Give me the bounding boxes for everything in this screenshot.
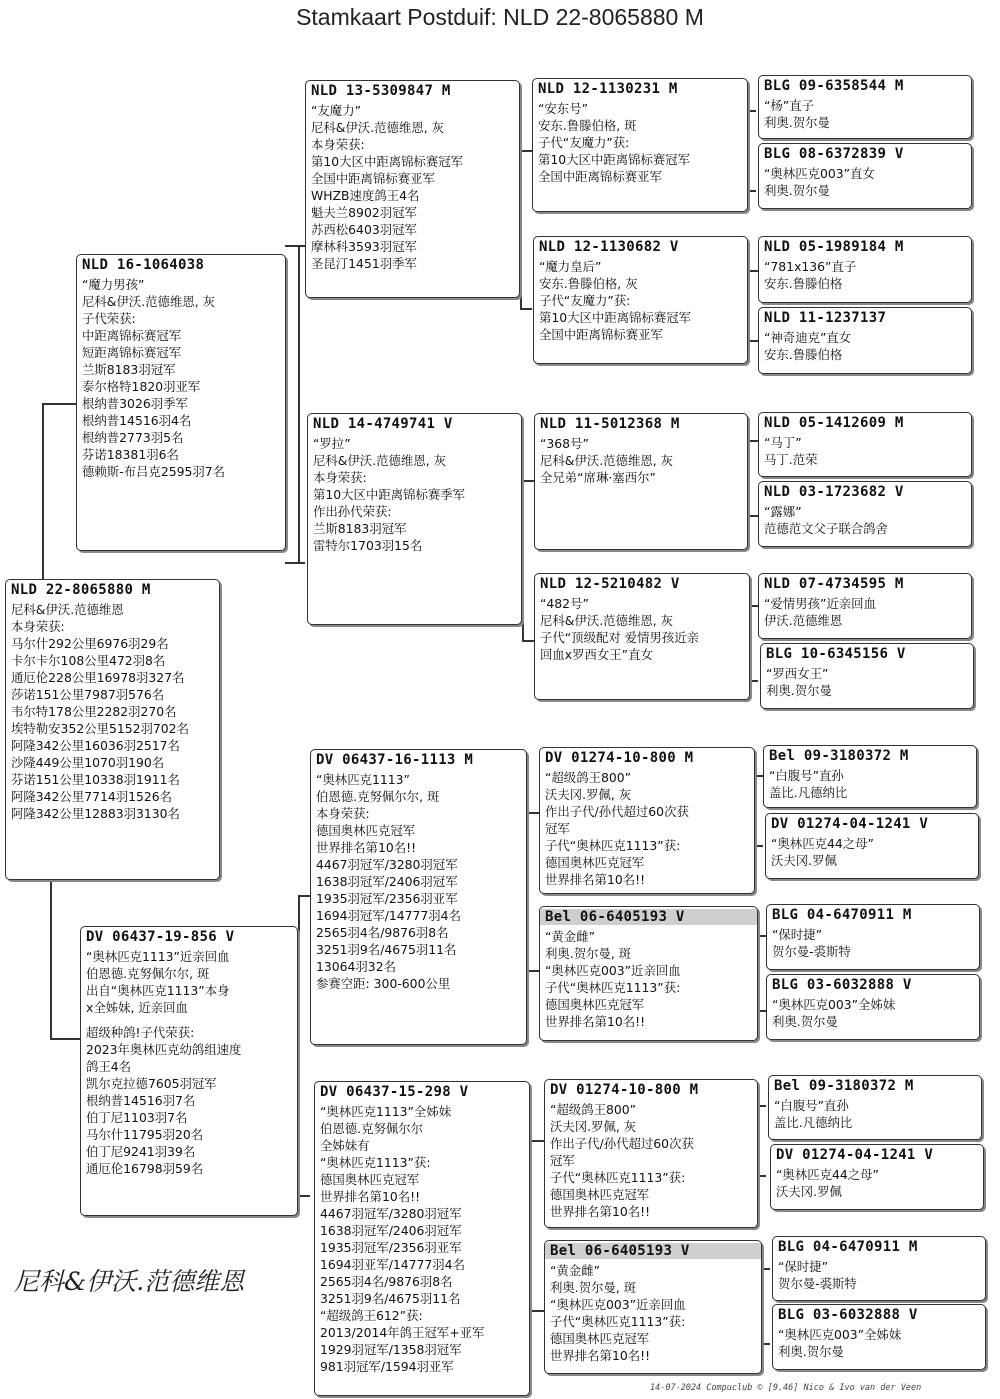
pedigree-card-gg-3 <box>758 236 972 303</box>
pedigree-line: “魔力男孩” <box>82 277 145 292</box>
pedigree-line: 全姊妹有 <box>320 1138 370 1153</box>
pedigree-line: “马丁” <box>764 435 802 450</box>
ring-number: NLD 03-1723682 V <box>764 484 904 500</box>
connector-line <box>748 190 756 192</box>
pedigree-line: 世界排名第10名!! <box>545 872 646 887</box>
pedigree-line: 作出子代/孙代超过60次获 <box>550 1136 694 1151</box>
ring-number: BLG 08-6372839 V <box>764 146 904 162</box>
pedigree-line: 德国奥林匹克冠军 <box>320 1172 420 1187</box>
connector-line <box>42 403 44 579</box>
pedigree-line: 利奥.贺尔曼 <box>778 1344 844 1359</box>
pedigree-line: 2565羽4名/9876羽8名 <box>316 925 449 940</box>
pedigree-line: 沃夫冈.罗佩, 灰 <box>545 787 632 802</box>
pedigree-line: 子代“顶级配对 爱情男孩近亲 <box>540 630 700 645</box>
pedigree-line: “超级鸽王800” <box>545 770 632 785</box>
pedigree-line: 雷特尔1703羽15名 <box>313 538 423 553</box>
pedigree-line: 盖比.凡德纳比 <box>774 1115 853 1130</box>
pedigree-line: 第10大区中距离锦标赛季军 <box>313 487 466 502</box>
pedigree-line: “白腹号”直孙 <box>769 768 844 783</box>
pedigree-line: 兰斯8183羽冠军 <box>82 362 176 377</box>
connector-line <box>750 680 758 682</box>
connector-line <box>758 1105 760 1175</box>
pedigree-line: 德国奥林匹克冠军 <box>545 855 645 870</box>
pedigree-line: 尼科&伊沃.范德维恩, 灰 <box>540 453 673 468</box>
pedigree-line: 根纳普2773羽5名 <box>82 430 184 445</box>
pedigree-line: x全姊妹, 近亲回血 <box>86 1000 188 1015</box>
pedigree-line: 兰斯8183羽冠军 <box>313 521 407 536</box>
ring-number: NLD 12-1130682 V <box>539 239 679 255</box>
ring-number: NLD 11-1237137 <box>764 310 887 326</box>
ring-number: BLG 10-6345156 V <box>766 646 906 662</box>
connector-line <box>520 308 532 310</box>
pedigree-line: 马丁.范荣 <box>764 452 818 467</box>
ring-number: BLG 09-6358544 M <box>764 78 904 94</box>
pedigree-card-gg-15 <box>772 1236 986 1301</box>
pedigree-line: 利奥.贺尔曼, 斑 <box>545 946 632 961</box>
pedigree-line: 尼科&伊沃.范德维恩, 灰 <box>311 120 444 135</box>
ring-number: NLD 14-4749741 V <box>313 416 453 432</box>
pedigree-line: 子代“奥林匹克1113”获: <box>545 838 681 853</box>
pedigree-card-gg-8 <box>760 643 974 709</box>
pedigree-line: 本身荣获: <box>11 619 65 634</box>
pedigree-line: 通厄伦228公里16978羽327名 <box>11 670 185 685</box>
pedigree-line: 利奥.贺尔曼, 斑 <box>550 1280 637 1295</box>
ring-number: Bel 06-6405193 V <box>545 1243 761 1259</box>
pedigree-line: “781x136”直子 <box>764 259 857 274</box>
pedigree-line: 安东.鲁滕伯格, 灰 <box>539 276 638 291</box>
pedigree-line: “奥林匹克44之母” <box>771 836 874 851</box>
pedigree-line: “罗拉” <box>313 436 351 451</box>
ring-number: DV 06437-15-298 V <box>320 1084 469 1100</box>
pedigree-line: 1638羽冠军/2406羽冠军 <box>320 1223 462 1238</box>
pedigree-line: 利奥.贺尔曼 <box>764 115 830 130</box>
page-title: Stamkaart Postduif: NLD 22-8065880 M <box>296 4 704 30</box>
pedigree-line: 尼科&伊沃.范德维恩, 灰 <box>313 453 446 468</box>
pedigree-line: 3251羽9名/4675羽11名 <box>320 1291 461 1306</box>
pedigree-line: 1929羽冠军/1358羽冠军 <box>320 1342 462 1357</box>
ring-number: DV 01274-10-800 M <box>545 750 694 766</box>
pedigree-card-gg-11 <box>766 904 980 970</box>
pedigree-line: 圣昆汀1451羽季军 <box>311 256 417 271</box>
ring-number: NLD 22-8065880 M <box>11 582 151 598</box>
pedigree-line: “黄金雌” <box>550 1263 601 1278</box>
ring-number: BLG 03-6032888 V <box>772 977 912 993</box>
connector-line <box>748 440 750 515</box>
pedigree-line: 尼科&伊沃.范德维恩, 灰 <box>82 294 215 309</box>
pedigree-line: 安东.鲁滕伯格, 斑 <box>538 118 637 133</box>
pedigree-line: 卡尔卡尔108公里472羽8名 <box>11 653 166 668</box>
connector-line <box>748 110 756 112</box>
pedigree-line: “魔力皇后” <box>539 259 602 274</box>
connector-line <box>527 970 539 972</box>
pedigree-line: 利奥.贺尔曼 <box>766 683 832 698</box>
pedigree-line: 1935羽冠军/2356羽亚军 <box>320 1240 462 1255</box>
pedigree-line: 沃夫冈.罗佩 <box>771 853 837 868</box>
pedigree-card-dd-dam <box>544 1240 762 1374</box>
pedigree-line: 通厄伦16798羽59名 <box>86 1161 204 1176</box>
pedigree-line: 世界排名第10名!! <box>545 1014 646 1029</box>
pedigree-line: “白腹号”直孙 <box>774 1098 849 1113</box>
pedigree-line: 安东.鲁滕伯格 <box>764 347 843 362</box>
connector-line <box>758 935 760 1010</box>
pedigree-line: 根纳普14516羽4名 <box>82 413 192 428</box>
pedigree-card-gg-9 <box>763 745 977 808</box>
pedigree-line: “黄金雌” <box>545 929 596 944</box>
pedigree-line: 马尔什292公里6976羽29名 <box>11 636 169 651</box>
ring-number: NLD 13-5309847 M <box>311 83 451 99</box>
pedigree-card-ss-sire <box>532 78 748 212</box>
pedigree-line: 马尔什11795羽20名 <box>86 1127 204 1142</box>
connector-line <box>755 845 763 847</box>
connector-line <box>522 480 524 640</box>
pedigree-line: 参赛空距: 300-600公里 <box>316 976 451 991</box>
connector-line <box>285 245 305 247</box>
connector-line <box>522 640 534 642</box>
pedigree-line: 安东.鲁滕伯格 <box>764 276 843 291</box>
pedigree-line: 德国奥林匹克冠军 <box>545 997 645 1012</box>
pedigree-line: 德赖斯-布吕克2595羽7名 <box>82 464 226 479</box>
pedigree-line: 中距离锦标赛冠军 <box>82 328 182 343</box>
pedigree-line: 子代“奥林匹克1113”获: <box>545 980 681 995</box>
pedigree-line: 德国奥林匹克冠军 <box>550 1331 650 1346</box>
pedigree-line: 阿隆342公里7714羽1526名 <box>11 789 173 804</box>
pedigree-line: 根纳普14516羽7名 <box>86 1093 196 1108</box>
ring-number: DV 01274-04-1241 V <box>776 1147 934 1163</box>
pedigree-line: 贺尔曼-裘斯特 <box>778 1276 857 1291</box>
connector-line <box>748 515 758 517</box>
pedigree-line: 阿隆342公里16036羽2517名 <box>11 738 180 753</box>
connector-line <box>748 110 750 190</box>
connector-line <box>762 1268 764 1343</box>
pedigree-line: 世界排名第10名!! <box>320 1189 421 1204</box>
pedigree-line: 苏西松6403羽冠军 <box>311 222 417 237</box>
connector-line <box>758 935 766 937</box>
pedigree-line: 2565羽4名/9876羽8名 <box>320 1274 453 1289</box>
pedigree-line: 2023年奥林匹克幼鸽组速度 <box>86 1042 242 1057</box>
pedigree-line: 3251羽9名/4675羽11名 <box>316 942 457 957</box>
pedigree-line: 回血x罗西女王”直女 <box>540 647 653 662</box>
pedigree-line: “罗西女王” <box>766 666 829 681</box>
pedigree-line: 韦尔特178公里2282羽270名 <box>11 704 177 719</box>
pedigree-line: 鸽王4名 <box>86 1059 132 1074</box>
ring-number: Bel 09-3180372 M <box>774 1078 914 1094</box>
pedigree-card-gg-14 <box>770 1144 984 1210</box>
connector-line <box>520 150 522 308</box>
pedigree-line: 子代荣获: <box>82 311 136 326</box>
pedigree-line: 作出孙代荣获: <box>313 504 392 519</box>
connector-line <box>50 880 52 1038</box>
pedigree-line: 芬诺151公里10338羽1911名 <box>11 772 180 787</box>
ring-number: NLD 05-1989184 M <box>764 239 904 255</box>
connector-line <box>748 270 750 340</box>
connector-line <box>758 1010 766 1012</box>
pedigree-line: “友魔力” <box>311 103 362 118</box>
pedigree-line: 凯尔克拉德7605羽冠军 <box>86 1076 217 1091</box>
connector-line <box>755 775 763 777</box>
pedigree-line: 子代“友魔力”获: <box>538 135 630 150</box>
pedigree-card-dd-sire <box>544 1079 758 1228</box>
ring-number: NLD 12-1130231 M <box>538 81 678 97</box>
pedigree-card-gg-4 <box>758 307 972 374</box>
connector-line <box>527 812 529 970</box>
pedigree-line: “奥林匹克003”近亲回血 <box>545 963 681 978</box>
pedigree-line: 1935羽冠军/2356羽亚军 <box>316 891 458 906</box>
pedigree-line: 盖比.凡德纳比 <box>769 785 848 800</box>
pedigree-line: “神奇迪克”直女 <box>764 330 852 345</box>
connector-line <box>530 1140 544 1142</box>
connector-line <box>530 1140 532 1310</box>
pedigree-line: 伊沃.范德维恩 <box>764 613 843 628</box>
pedigree-line: 全国中距离锦标赛亚军 <box>539 327 663 342</box>
pedigree-line: 伯丁尼9241羽39名 <box>86 1144 196 1159</box>
pedigree-card-gg-13 <box>768 1075 982 1140</box>
pedigree-line: “保时捷” <box>772 927 823 942</box>
connector-line <box>762 1268 770 1270</box>
connector-line <box>748 440 758 442</box>
pedigree-line: 本身荣获: <box>311 137 365 152</box>
pedigree-line: 出自“奥林匹克1113”本身 <box>86 983 230 998</box>
ring-number: NLD 12-5210482 V <box>540 576 680 592</box>
pedigree-line: 伯恩德.克努佩尔尔, 斑 <box>86 966 210 981</box>
ring-number: BLG 04-6470911 M <box>772 907 912 923</box>
pedigree-line: 2013/2014年鸽王冠军+亚军 <box>320 1325 485 1340</box>
pedigree-line: 世界排名第10名!! <box>550 1348 651 1363</box>
spacer <box>86 1016 293 1024</box>
pedigree-card-sd-sire <box>534 413 748 550</box>
pedigree-card-sire-dam <box>307 413 522 625</box>
pedigree-card-dam-sire <box>310 749 527 1045</box>
pedigree-line: 短距离锦标赛冠军 <box>82 345 182 360</box>
pedigree-line: 伯恩德.克努佩尔尔, 斑 <box>316 789 440 804</box>
pedigree-line: 全国中距离锦标赛亚军 <box>538 169 662 184</box>
pedigree-line: “奥林匹克003”直女 <box>764 166 875 181</box>
pedigree-line: 埃特勒安352公里5152羽702名 <box>11 721 189 736</box>
pedigree-card-gg-7 <box>758 573 972 639</box>
pedigree-line: 冠军 <box>550 1153 575 1168</box>
pedigree-card-sd-dam <box>534 573 750 700</box>
ring-number: DV 06437-19-856 V <box>86 929 235 945</box>
pedigree-line: “保时捷” <box>778 1259 829 1274</box>
pedigree-card-dam-dam <box>314 1081 530 1396</box>
ring-number: NLD 16-1064038 <box>82 257 205 273</box>
pedigree-line: 沃夫冈.罗佩, 灰 <box>550 1119 637 1134</box>
ring-number: NLD 11-5012368 M <box>540 416 680 432</box>
footer-text: 14-07-2024 Compuclub © [9.46] Nico & Ivo van der Veen <box>650 1383 922 1393</box>
ring-number: BLG 04-6470911 M <box>778 1239 918 1255</box>
pedigree-line: “杨”直子 <box>764 98 815 113</box>
pedigree-line: 伯恩德.克努佩尔尔 <box>320 1121 424 1136</box>
pedigree-line: 子代“奥林匹克1113”获: <box>550 1170 686 1185</box>
pedigree-line: 本身荣获: <box>313 470 367 485</box>
pedigree-line: “奥林匹克003”全姊妹 <box>772 997 896 1012</box>
ring-number: Bel 09-3180372 M <box>769 748 909 764</box>
connector-line <box>285 562 305 564</box>
connector-line <box>758 1175 766 1177</box>
connector-line <box>298 895 300 1195</box>
pedigree-line: 1694羽冠军/14777羽4名 <box>316 908 461 923</box>
pedigree-card-gg-5 <box>758 412 972 477</box>
pedigree-line: 泰尔格特1820羽亚军 <box>82 379 201 394</box>
pedigree-line: 作出子代/孙代超过60次获 <box>545 804 689 819</box>
pedigree-line: “超级鸽王800” <box>550 1102 637 1117</box>
connector-line <box>762 1343 770 1345</box>
pedigree-card-gg-6 <box>758 481 972 547</box>
pedigree-line: 尼科&伊沃.范德维恩, 灰 <box>540 613 673 628</box>
pedigree-card-ds-sire <box>539 747 755 894</box>
ring-number: DV 01274-04-1241 V <box>771 816 929 832</box>
ring-number: NLD 07-4734595 M <box>764 576 904 592</box>
pedigree-line: 第10大区中距离锦标赛冠军 <box>538 152 691 167</box>
pedigree-line: 981羽冠军/1594羽亚军 <box>320 1359 454 1374</box>
pedigree-line: 沙隆449公里1070羽190名 <box>11 755 165 770</box>
breeder-signature: 尼科&伊沃.范德维恩 <box>14 1267 245 1296</box>
pedigree-line: “奥林匹克44之母” <box>776 1167 879 1182</box>
pedigree-line: “奥林匹克1113”近亲回血 <box>86 949 230 964</box>
pedigree-card-gg-12 <box>766 974 980 1040</box>
pedigree-line: 子代“奥林匹克1113”获: <box>550 1314 686 1329</box>
pedigree-line: “奥林匹克1113” <box>316 772 410 787</box>
pedigree-line: 沃夫冈.罗佩 <box>776 1184 842 1199</box>
pedigree-line: 伯丁尼1103羽7名 <box>86 1110 188 1125</box>
pedigree-line: 贺尔曼-裘斯特 <box>772 944 851 959</box>
connector-line <box>42 403 76 405</box>
pedigree-line: 13064羽32名 <box>316 959 396 974</box>
connector-line <box>298 1195 310 1197</box>
connector-line <box>750 605 758 607</box>
pedigree-line: 世界排名第10名!! <box>550 1204 651 1219</box>
pedigree-line: 莎诺151公里7987羽576名 <box>11 687 165 702</box>
pedigree-line: 超级种鸽!子代荣获: <box>86 1025 195 1040</box>
connector-line <box>520 150 532 152</box>
pedigree-line: 4467羽冠军/3280羽冠军 <box>320 1206 462 1221</box>
pedigree-line: 尼科&伊沃.范德维恩 <box>11 602 124 617</box>
pedigree-line: 冠军 <box>545 821 570 836</box>
pedigree-line: 魁夫兰8902羽冠军 <box>311 205 417 220</box>
pedigree-card-gg-2 <box>758 143 972 209</box>
pedigree-line: “超级鸽王612”获: <box>320 1308 423 1323</box>
connector-line <box>298 245 300 563</box>
pedigree-card-ss-dam <box>533 236 748 364</box>
pedigree-card-dam <box>80 926 298 1216</box>
pedigree-card-sire-sire <box>305 80 520 298</box>
pedigree-line: “奥林匹克1113”全姊妹 <box>320 1104 452 1119</box>
connector-line <box>755 775 757 845</box>
pedigree-line: 芬诺18381羽6名 <box>82 447 179 462</box>
pedigree-line: “368号” <box>540 436 589 451</box>
pedigree-line: WHZB速度鸽王4名 <box>311 188 420 203</box>
pedigree-card-subject <box>5 579 220 880</box>
connector-line <box>527 812 539 814</box>
pedigree-card-gg-1 <box>758 75 972 139</box>
ring-number: BLG 03-6032888 V <box>778 1307 918 1323</box>
ring-number: NLD 05-1412609 M <box>764 415 904 431</box>
pedigree-line: 利奥.贺尔曼 <box>772 1014 838 1029</box>
pedigree-line: 第10大区中距离锦标赛冠军 <box>539 310 692 325</box>
pedigree-line: “安东号” <box>538 101 589 116</box>
ring-number: DV 01274-10-800 M <box>550 1082 699 1098</box>
pedigree-line: 利奥.贺尔曼 <box>764 183 830 198</box>
pedigree-line: “奥林匹克003”近亲回血 <box>550 1297 686 1312</box>
connector-line <box>750 605 752 680</box>
ring-number: Bel 06-6405193 V <box>540 909 757 925</box>
pedigree-line: 子代“友魔力”获: <box>539 293 631 308</box>
pedigree-card-ds-dam <box>539 906 758 1041</box>
pedigree-line: “爱情男孩”近亲回血 <box>764 596 876 611</box>
pedigree-line: 摩林科3593羽冠军 <box>311 239 417 254</box>
connector-line <box>522 480 534 482</box>
pedigree-card-sire <box>76 254 286 551</box>
pedigree-line: 全兄弟“席琳·塞西尔” <box>540 470 656 485</box>
pedigree-line: 阿隆342公里12883羽3130名 <box>11 806 180 821</box>
pedigree-line: 德国奥林匹克冠军 <box>550 1187 650 1202</box>
connector-line <box>298 895 310 897</box>
pedigree-line: 全国中距离锦标赛亚军 <box>311 171 435 186</box>
pedigree-line: 德国奥林匹克冠军 <box>316 823 416 838</box>
pedigree-card-gg-16 <box>772 1304 986 1370</box>
pedigree-line: 1694羽亚军/14777羽4名 <box>320 1257 465 1272</box>
pedigree-line: 范德范文父子联合鸽舍 <box>764 521 888 536</box>
pedigree-line: 1638羽冠军/2406羽冠军 <box>316 874 458 889</box>
pedigree-line: “奥林匹克1113”获: <box>320 1155 431 1170</box>
connector-line <box>748 340 758 342</box>
connector-line <box>758 1105 766 1107</box>
pedigree-line: “482号” <box>540 596 589 611</box>
pedigree-line: 根纳普3026羽季军 <box>82 396 188 411</box>
connector-line <box>530 1310 544 1312</box>
pedigree-line: 第10大区中距离锦标赛冠军 <box>311 154 464 169</box>
pedigree-card-gg-10 <box>765 813 979 879</box>
pedigree-line: 4467羽冠军/3280羽冠军 <box>316 857 458 872</box>
connector-line <box>748 270 758 272</box>
pedigree-line: 本身荣获: <box>316 806 370 821</box>
pedigree-line: 世界排名第10名!! <box>316 840 417 855</box>
connector-line <box>50 1038 80 1040</box>
ring-number: DV 06437-16-1113 M <box>316 752 474 768</box>
pedigree-line: “奥林匹克003”全姊妹 <box>778 1327 902 1342</box>
pedigree-line: “露娜” <box>764 504 802 519</box>
